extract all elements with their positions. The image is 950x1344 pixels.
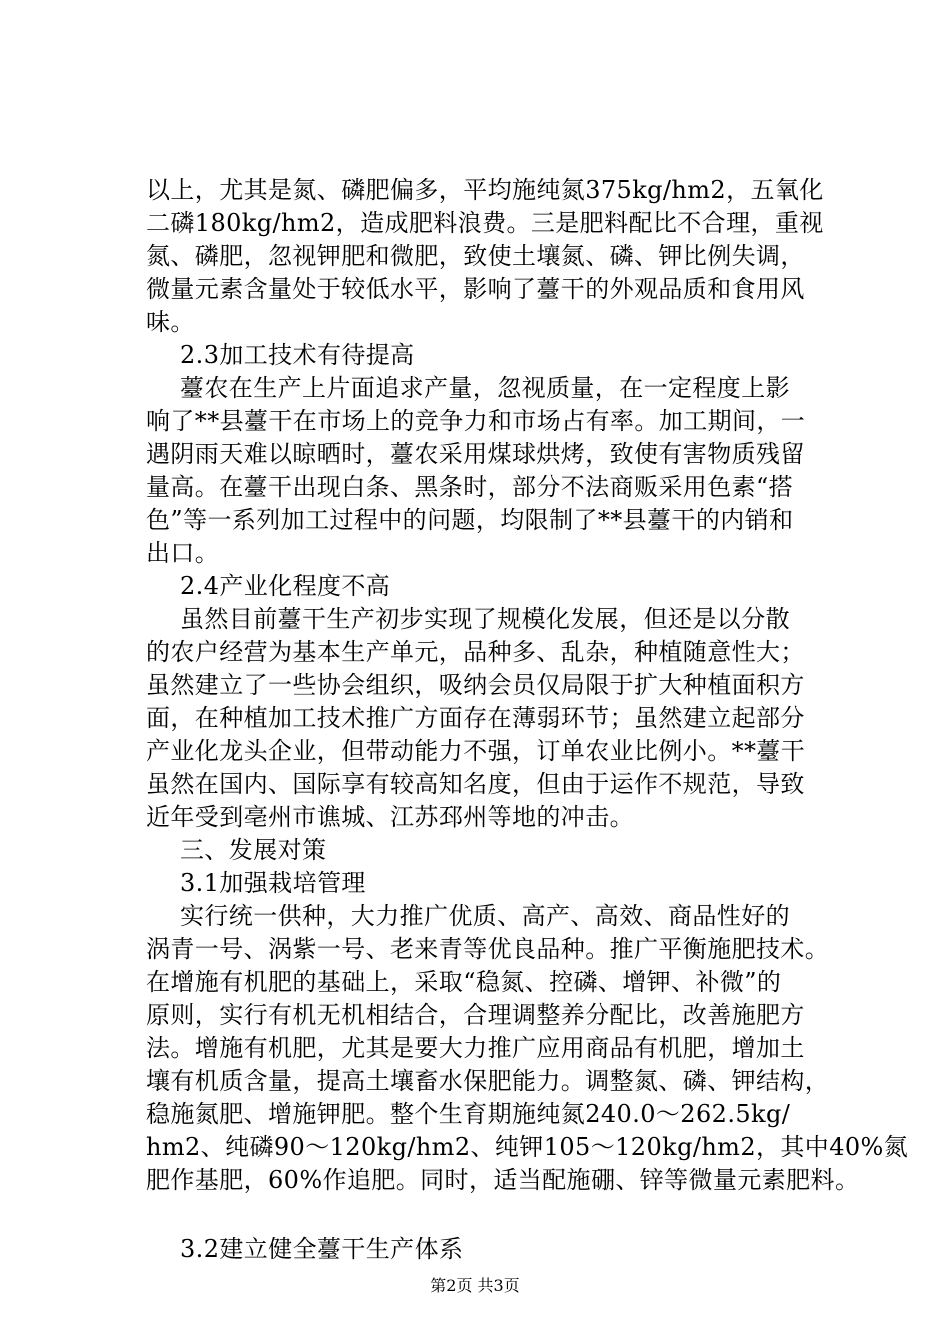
text-line: 虽然建立了一些协会组织，吸纳会员仅局限于扩大种植面积方	[146, 671, 805, 699]
text-line: 涡青一号、涡紫一号、老来青等优良品种。推广平衡施肥技术。	[146, 935, 830, 963]
text-line: 肥作基肥，60%作追肥。同时，适当配施硼、锌等微量元素肥料。	[146, 1166, 860, 1194]
paragraph-start: 实行统一供种，大力推广优质、高产、高效、商品性好的	[180, 902, 790, 930]
text-line: 近年受到亳州市谯城、江苏邳州等地的冲击。	[146, 803, 634, 831]
text-line: 面，在种植加工技术推广方面存在薄弱环节；虽然建立起部分	[146, 704, 805, 732]
section-heading-2-3: 2.3加工技术有待提高	[180, 341, 415, 369]
text-line: 出口。	[146, 539, 220, 567]
text-line: 微量元素含量处于较低水平，影响了薹干的外观品质和食用风	[146, 275, 805, 303]
text-line: 虽然在国内、国际享有较高知名度，但由于运作不规范，导致	[146, 770, 805, 798]
text-line: 原则，实行有机无机相结合，合理调整养分配比，改善施肥方	[146, 1001, 805, 1029]
text-line: 的农户经营为基本生产单元，品种多、乱杂，种植随意性大；	[146, 638, 805, 666]
paragraph-start: 薹农在生产上片面追求产量，忽视质量，在一定程度上影	[180, 374, 790, 402]
text-line: 壤有机质含量，提高土壤畜水保肥能力。调整氮、磷、钾结构，	[146, 1067, 830, 1095]
text-line: 味。	[146, 308, 195, 336]
text-line: 在增施有机肥的基础上，采取“稳氮、控磷、增钾、补微”的	[146, 968, 782, 996]
text-line: 二磷180kg/hm2，造成肥料浪费。三是肥料配比不合理，重视	[146, 209, 824, 237]
text-line: 色”等一系列加工过程中的问题，均限制了**县薹干的内销和	[146, 506, 794, 534]
text-line: 以上，尤其是氮、磷肥偏多，平均施纯氮375kg/hm2，五氧化	[146, 176, 824, 204]
section-heading-3: 三、发展对策	[180, 836, 327, 864]
section-heading-2-4: 2.4产业化程度不高	[180, 572, 391, 600]
text-line: 量高。在薹干出现白条、黑条时，部分不法商贩采用色素“搭	[146, 473, 794, 501]
text-line: hm2、纯磷90～120kg/hm2、纯钾105～120kg/hm2，其中40%氮	[146, 1133, 909, 1161]
text-line: 稳施氮肥、增施钾肥。整个生育期施纯氮240.0～262.5kg/	[146, 1100, 791, 1128]
text-line: 响了**县薹干在市场上的竞争力和市场占有率。加工期间，一	[146, 407, 806, 435]
text-line: 法。增施有机肥，尤其是要大力推广应用商品有机肥，增加土	[146, 1034, 805, 1062]
page-footer: 第2页 共3页	[430, 1276, 520, 1295]
section-heading-3-2: 3.2建立健全薹干生产体系	[180, 1235, 464, 1263]
text-line: 产业化龙头企业，但带动能力不强，订单农业比例小。**薹干	[146, 737, 806, 765]
section-heading-3-1: 3.1加强栽培管理	[180, 869, 366, 897]
text-line: 遇阴雨天难以晾晒时，薹农采用煤球烘烤，致使有害物质残留	[146, 440, 805, 468]
text-line: 氮、磷肥，忽视钾肥和微肥，致使土壤氮、磷、钾比例失调，	[146, 242, 805, 270]
paragraph-start: 虽然目前薹干生产初步实现了规模化发展，但还是以分散	[180, 605, 790, 633]
body-text	[146, 174, 909, 1266]
